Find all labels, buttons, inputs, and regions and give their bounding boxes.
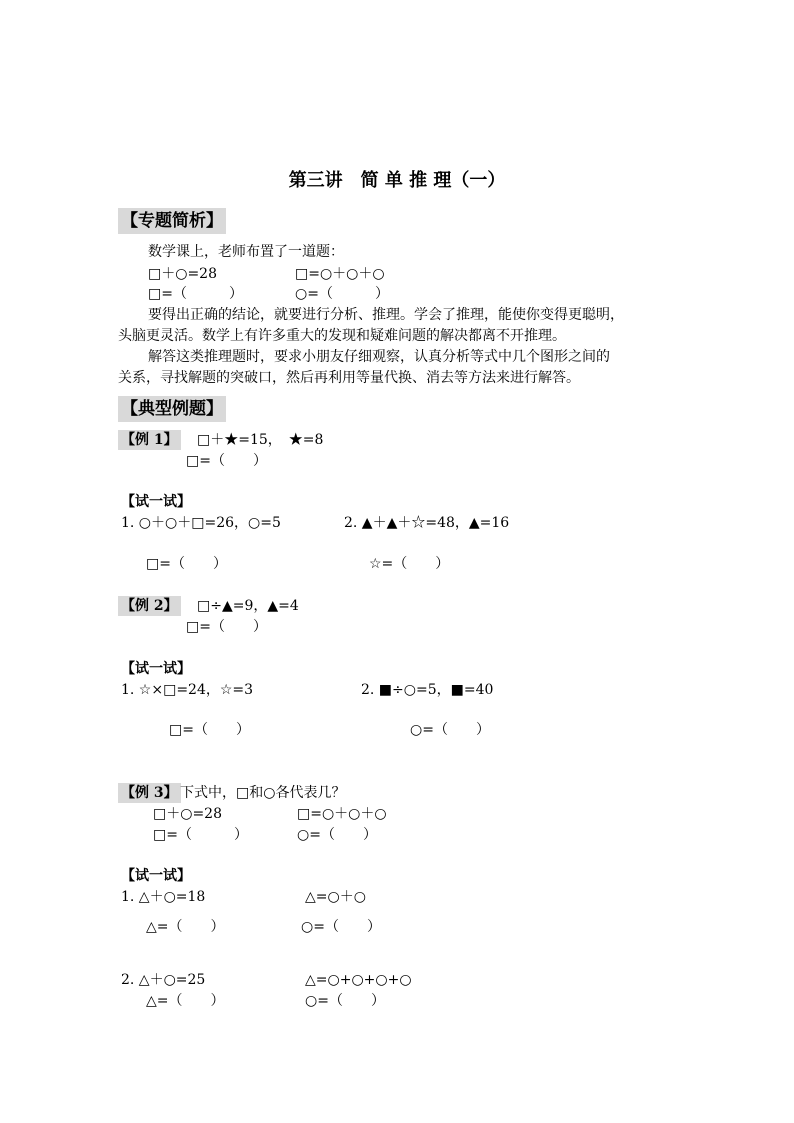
question: 下式中，□和○各代表几？: [180, 785, 346, 801]
equation: □＋○=28: [153, 806, 222, 822]
answer-blank: □=（ ）: [186, 619, 267, 635]
section-header-analysis: 【专题简析】: [118, 208, 226, 234]
equation: □＋○=28: [148, 266, 217, 282]
problem: 2. ▲＋▲＋☆=48，▲=16: [344, 515, 510, 531]
problem: 1. ○＋○＋□=26，○=5: [121, 515, 281, 531]
equation: □＋★=15， ★=8: [197, 432, 324, 448]
problem: 1. ☆×□=24，☆=3: [121, 682, 254, 698]
answer-blank: ○=（ ）: [410, 722, 490, 738]
try-label: 【试一试】: [121, 494, 191, 510]
paragraph-line: 要得出正确的结论，就要进行分析、推理。学会了推理，能使你变得更聪明，: [148, 307, 624, 323]
answer-blank: ☆=（ ）: [369, 556, 450, 572]
example-label: 【例 2】: [118, 596, 181, 616]
equation: □÷▲=9，▲=4: [197, 598, 299, 614]
answer-blank: ○=（ ）: [297, 827, 377, 843]
answer-blank: ○=（ ）: [301, 919, 381, 935]
equation: □=○＋○＋○: [295, 266, 385, 282]
answer-blank: □=（ ）: [169, 722, 250, 738]
answer-blank: □=（ ）: [148, 286, 243, 302]
problem: △=○＋○: [305, 889, 366, 905]
example-label: 【例 3】: [118, 783, 181, 803]
paragraph-line: 关系，寻找解题的突破口，然后再利用等量代换、消去等方法来进行解答。: [118, 370, 580, 386]
answer-blank: □=（ ）: [186, 453, 267, 469]
section-header-examples: 【典型例题】: [118, 396, 226, 422]
paragraph-line: 头脑更灵活。数学上有许多重大的发现和疑难问题的解决都离不开推理。: [118, 328, 566, 344]
problem: △=○+○+○+○: [305, 972, 412, 988]
equation: □=○＋○＋○: [297, 806, 387, 822]
answer-blank: △=（ ）: [146, 919, 225, 935]
answer-blank: △=（ ）: [146, 993, 225, 1009]
answer-blank: ○=（ ）: [295, 286, 389, 302]
problem: 2. ■÷○=5，■=40: [361, 682, 494, 698]
intro-line: 数学课上，老师布置了一道题：: [148, 244, 344, 260]
paragraph-line: 解答这类推理题时，要求小朋友仔细观察，认真分析等式中几个图形之间的: [148, 349, 610, 365]
example-label: 【例 1】: [118, 430, 181, 450]
answer-blank: □=（ ）: [153, 827, 248, 843]
page-title: 第三讲 简 单 推 理（一）: [288, 170, 506, 191]
try-label: 【试一试】: [121, 868, 191, 884]
try-label: 【试一试】: [121, 661, 191, 677]
problem: 2. △＋○=25: [121, 972, 206, 988]
answer-blank: ○=（ ）: [305, 993, 385, 1009]
answer-blank: □=（ ）: [146, 556, 227, 572]
problem: 1. △＋○=18: [121, 889, 206, 905]
